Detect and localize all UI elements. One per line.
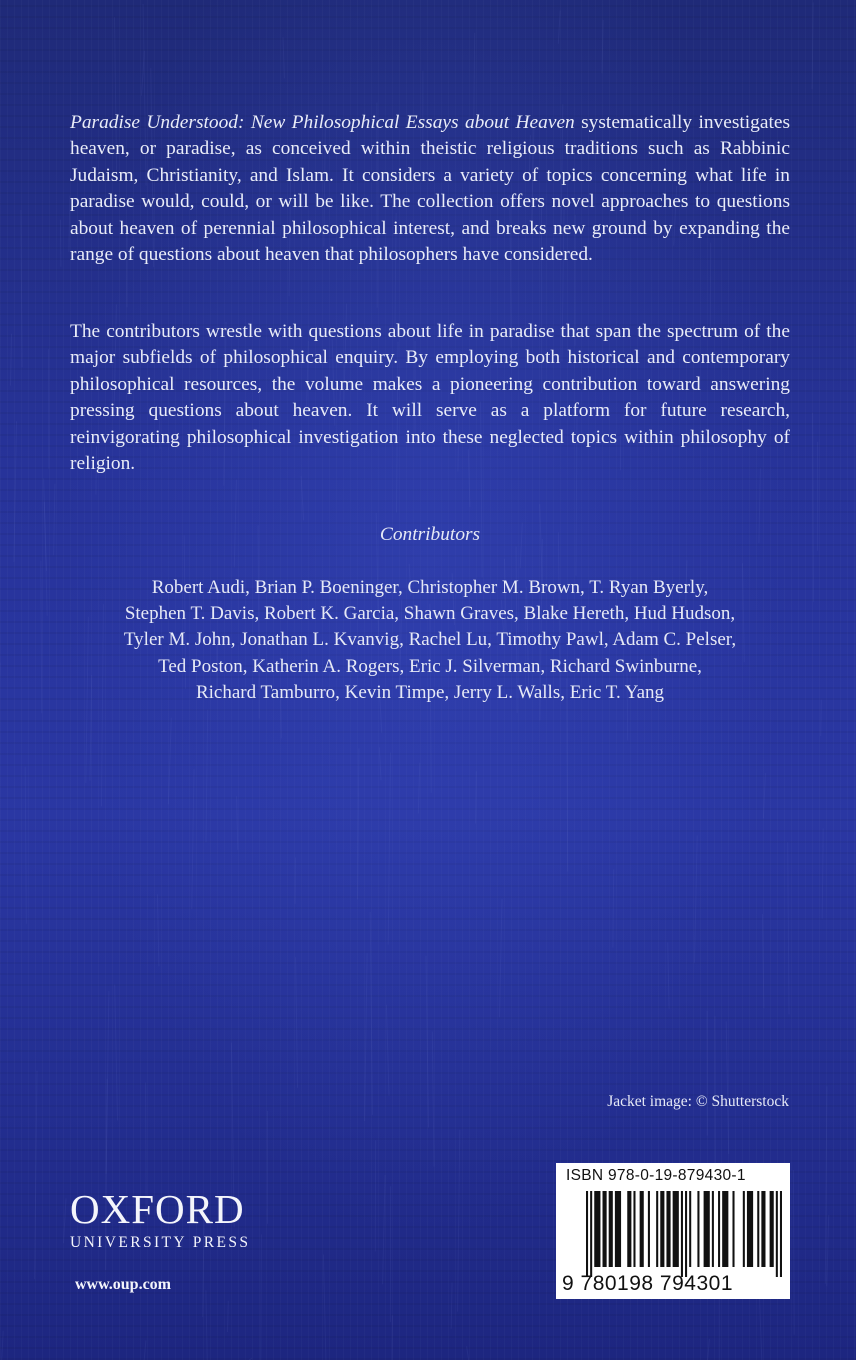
barcode-bar [633, 1191, 635, 1267]
barcode-bar [718, 1191, 720, 1267]
isbn-label: ISBN 978-0-19-879430-1 [566, 1167, 746, 1184]
barcode-bar [590, 1191, 592, 1277]
texture-scratch [762, 914, 764, 1008]
texture-scratch [206, 710, 208, 843]
texture-scratch [296, 957, 298, 1088]
barcode-bar [776, 1191, 778, 1277]
description-paragraph-1-text: systematically investigates heaven, or paradise, as conceived within theistic religious traditions such as Rabbinic Judaism, Christianity, and Islam. It considers a variety of topics concerning what life in paradise would, could, or will be like. The collection offers novel approaches to questions about heaven of perennial philosophical interest, and breaks new ground by expanding the range of questions about heaven that philosophers have considered. [70, 112, 791, 266]
barcode-bar [732, 1191, 734, 1267]
barcode-bar [615, 1191, 621, 1267]
texture-scratch [813, 413, 814, 602]
barcode-bar [660, 1191, 664, 1267]
texture-scratch [458, 1130, 460, 1312]
barcode-bar [673, 1191, 679, 1267]
texture-scratch [432, 1032, 434, 1167]
barcode-bar [761, 1191, 765, 1267]
contributors-line: Ted Poston, Katherin A. Rogers, Eric J. Silverman, Richard Swinburne, [158, 655, 702, 677]
barcode-bar [603, 1191, 607, 1267]
publisher-name: OXFORD [70, 1186, 245, 1232]
barcode-bar [757, 1191, 759, 1267]
texture-scratch [157, 894, 159, 966]
texture-scratch [60, 220, 61, 267]
barcode-digits: 9 780198 794301 [562, 1272, 733, 1295]
barcode-bar [685, 1191, 687, 1277]
texture-scratch [825, 1086, 827, 1284]
barcode-bar [609, 1191, 613, 1267]
contributors-line: Tyler M. John, Jonathan L. Kvanvig, Rachel Lu, Timothy Pawl, Adam C. Pelser, [123, 629, 737, 651]
texture-scratch [54, 484, 55, 556]
texture-scratch [558, 11, 560, 44]
texture-scratch [358, 748, 359, 899]
texture-scratch [793, 1170, 794, 1335]
texture-scratch [708, 1339, 710, 1360]
texture-scratch [323, 1255, 326, 1360]
texture-scratch [476, 771, 477, 823]
contributors-list [70, 575, 790, 706]
publisher-logo [70, 1188, 270, 1252]
texture-scratch [192, 769, 194, 909]
texture-scratch [106, 991, 109, 1174]
isbn-barcode-box [556, 1163, 790, 1299]
contributors-heading: Contributors [379, 524, 481, 545]
book-title-italic: Paradise Understood: New Philosophical Essays about Heaven [70, 112, 575, 133]
texture-scratch [695, 835, 698, 962]
texture-scratch [613, 869, 614, 947]
barcode-bar [627, 1191, 631, 1267]
texture-scratch [44, 479, 47, 571]
publisher-subtitle: UNIVERSITY PRESS [70, 1234, 251, 1251]
texture-scratch [206, 1290, 207, 1360]
texture-scratch [2, 1331, 4, 1360]
texture-scratch [827, 1215, 829, 1286]
texture-scratch [418, 763, 420, 814]
texture-scratch [386, 1005, 389, 1096]
barcode-bar [666, 1191, 670, 1267]
texture-scratch [379, 747, 381, 780]
texture-scratch [25, 767, 26, 924]
texture-scratch [35, 1071, 37, 1279]
texture-scratch [821, 700, 822, 736]
contributors-line: Robert Audi, Brian P. Boeninger, Christopher M. Brown, T. Ryan Byerly, [151, 577, 709, 598]
texture-scratch [228, 1301, 229, 1332]
texture-scratch [788, 842, 789, 1014]
texture-scratch [726, 1021, 729, 1154]
barcode-bar [712, 1191, 714, 1267]
texture-scratch [567, 678, 568, 871]
texture-scratch [500, 899, 503, 1017]
texture-scratch [763, 773, 765, 818]
barcode-bar [681, 1191, 683, 1277]
texture-scratch [115, 985, 118, 1121]
texture-scratch [812, 3, 813, 90]
texture-scratch [11, 334, 12, 386]
texture-scratch [21, 210, 22, 367]
texture-scratch [467, 1346, 469, 1360]
texture-scratch [383, 1175, 386, 1284]
texture-scratch [237, 796, 238, 850]
barcode-bar [640, 1191, 644, 1267]
texture-scratch [759, 1289, 762, 1360]
barcode-bar [770, 1191, 774, 1267]
texture-scratch [388, 753, 390, 945]
texture-scratch [426, 956, 429, 1128]
texture-scratch [602, 20, 603, 73]
barcode-bar [594, 1191, 600, 1267]
texture-scratch [474, 33, 475, 121]
barcode-bar [648, 1191, 650, 1267]
texture-scratch [301, 476, 304, 520]
barcode-bar [743, 1191, 745, 1267]
texture-scratch [168, 718, 171, 805]
publisher-website: www.oup.com [75, 1276, 172, 1293]
jacket-image-credit: Jacket image: © Shutterstock [607, 1093, 789, 1110]
barcode-bar [780, 1191, 782, 1277]
texture-scratch [261, 1235, 262, 1360]
texture-scratch [283, 37, 284, 78]
texture-scratch [64, 1198, 67, 1243]
barcode-bar [722, 1191, 728, 1267]
description-paragraph-2: The contributors wrestle with questions about life in paradise that span the spectrum of the major subfields of philosophical enquiry. By employing both historical and contemporary philosophical resources, the volume makes a pioneering contribution toward answering pressing questions about heaven. It will serve as a platform for future research, reinvigorating philosophical investigation into these neglected topics within philosophy of religion. [70, 321, 790, 475]
barcode-bar [747, 1191, 753, 1267]
texture-scratch [392, 1315, 393, 1360]
texture-scratch [370, 912, 372, 1115]
barcode-bar [586, 1191, 588, 1277]
barcode-bar [704, 1191, 710, 1267]
barcode-bar [697, 1191, 699, 1267]
texture-scratch [365, 953, 368, 1121]
contributors-line: Stephen T. Davis, Robert K. Garcia, Shawn Graves, Blake Hereth, Hud Hudson, [124, 603, 736, 625]
barcode-bar [689, 1191, 691, 1267]
texture-scratch [451, 1283, 452, 1329]
description-paragraph-1 [70, 110, 790, 268]
texture-scratch [668, 943, 669, 1009]
texture-scratch [14, 421, 17, 562]
texture-scratch [41, 561, 42, 714]
texture-scratch [822, 829, 823, 919]
texture-scratch [144, 1340, 146, 1360]
barcode-bar [656, 1191, 658, 1267]
contributors-line: Richard Tamburro, Kevin Timpe, Jerry L. Walls, Eric T. Yang [195, 681, 665, 703]
